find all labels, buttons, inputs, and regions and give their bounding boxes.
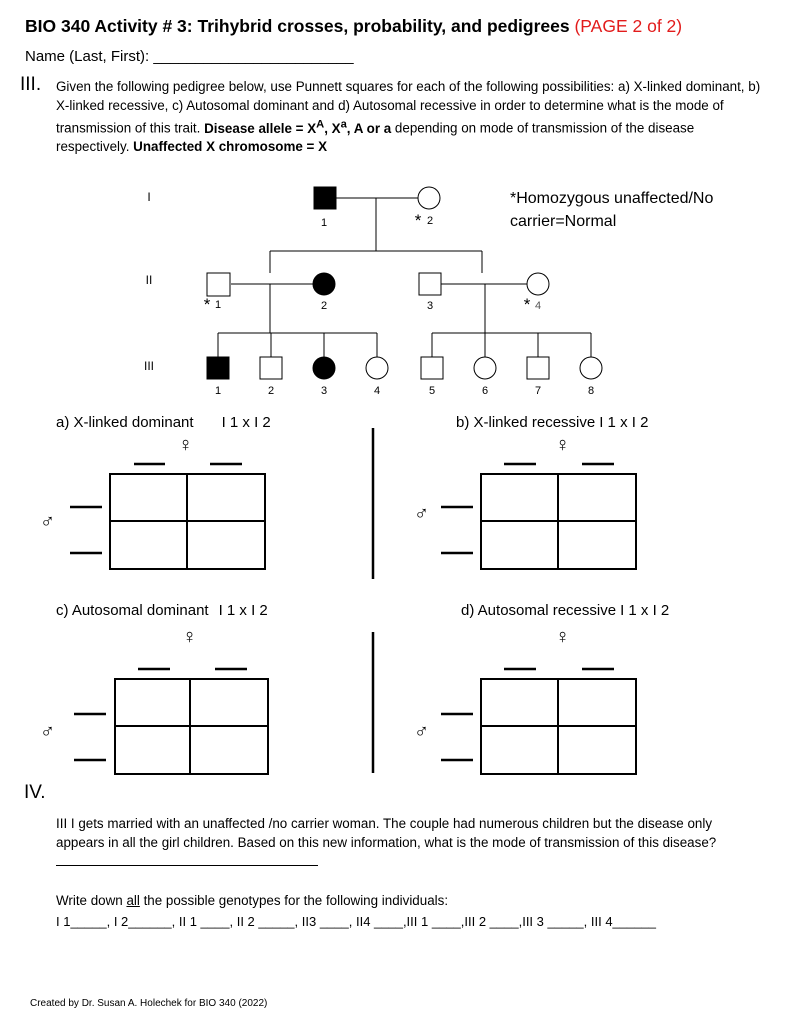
pedigree-III7-male: [527, 357, 549, 379]
male-symbol: ♂: [414, 721, 429, 743]
section-3-instructions: Given the following pedigree below, use Punnett squares for each of the following possibilities: a) X-linked dominant, b) X-linked recessive, c) Autosomal dominant and d) Autosomal recessive in order to determine what is the mode of transmission of this trait. Disease allele = $X^A$, $X^a$, A or a depending on mode of transmission of the disease respectively. Unaffected X chromosome = X: [56, 79, 761, 155]
pedigree-II4-female: [527, 273, 549, 295]
genotype-blanks[interactable]: I 1_____, I 2______, II 1 ____, II 2 _____, II3 ____, II4 ____,III 1 ____,III 2 ____,III 3 _____, III 4______: [56, 914, 656, 929]
num-II1: 1: [214, 299, 222, 311]
num-III5: 5: [428, 385, 436, 397]
num-II3: 3: [426, 300, 434, 312]
pedigree-II3-male: [419, 273, 441, 295]
pedigree-III2-male: [260, 357, 282, 379]
num-III6: 6: [481, 385, 489, 397]
pedigree-III8-female: [580, 357, 602, 379]
num-III4: 4: [373, 385, 381, 397]
pedigree-III4-female: [366, 357, 388, 379]
section-3-number: III.: [20, 74, 42, 95]
punnett-b-label: b) X-linked recessive I 1 x I 2: [456, 414, 649, 431]
answer-blank[interactable]: [56, 853, 318, 866]
punnett-square-b: [441, 464, 636, 569]
name-field-label: Name (Last, First): ________________________: [25, 48, 354, 65]
gen-label-I: I: [147, 190, 151, 204]
genotype-instruction: Write down all the possible genotypes for the following individuals:: [56, 893, 449, 908]
gen-label-III: III: [143, 359, 155, 373]
punnett-a-label: a) X-linked dominant I 1 x I 2: [56, 414, 271, 431]
pedigree-II1-male: [207, 273, 230, 296]
asterisk-II1: *: [203, 295, 211, 314]
female-symbol: ♀: [182, 626, 197, 648]
gen-label-II: II: [145, 273, 153, 287]
num-I1: 1: [320, 217, 328, 229]
asterisk-II4: *: [523, 295, 531, 314]
section-4-question: III I gets married with an unaffected /no carrier woman. The couple had numerous children but the disease only appears in all the girl children. Based on this new information, what is the mode of transmission of this disease?: [56, 814, 746, 871]
male-symbol: ♂: [414, 503, 429, 525]
punnett-square-a: [70, 464, 265, 569]
num-III2: 2: [267, 385, 275, 397]
num-III7: 7: [534, 385, 542, 397]
male-symbol: ♂: [40, 511, 55, 533]
punnett-square-c: [74, 669, 268, 774]
section-4-number: IV.: [24, 782, 46, 803]
female-symbol: ♀: [555, 626, 570, 648]
num-I2: 2: [426, 215, 434, 227]
pedigree-III5-male: [421, 357, 443, 379]
pedigree-II2-affected-female: [313, 273, 335, 295]
pedigree-III1-affected-male: [207, 357, 229, 379]
female-symbol: ♀: [555, 434, 570, 456]
credit-line: Created by Dr. Susan A. Holechek for BIO 340 (2022): [30, 998, 268, 1009]
num-III3: 3: [320, 385, 328, 397]
title-text: BIO 340 Activity # 3: Trihybrid crosses, probability, and pedigrees: [25, 16, 575, 36]
punnett-square-d: [441, 669, 636, 774]
punnett-c-label: c) Autosomal dominant I 1 x I 2: [56, 602, 268, 619]
num-III1: 1: [214, 385, 222, 397]
male-symbol: ♂: [40, 721, 55, 743]
num-II2: 2: [320, 300, 328, 312]
female-symbol: ♀: [178, 434, 193, 456]
page-indicator: (PAGE 2 of 2): [574, 16, 683, 36]
pedigree-III6-female: [474, 357, 496, 379]
pedigree-note: *Homozygous unaffected/No carrier=Normal: [510, 190, 714, 230]
num-III8: 8: [587, 385, 595, 397]
pedigree-III3-affected-female: [313, 357, 335, 379]
pedigree-I2-female: [418, 187, 440, 209]
punnett-d-label: d) Autosomal recessive I 1 x I 2: [461, 602, 670, 619]
num-II4: 4: [534, 300, 542, 312]
asterisk-I2: *: [414, 211, 422, 230]
pedigree-I1-affected-male: [314, 187, 336, 209]
